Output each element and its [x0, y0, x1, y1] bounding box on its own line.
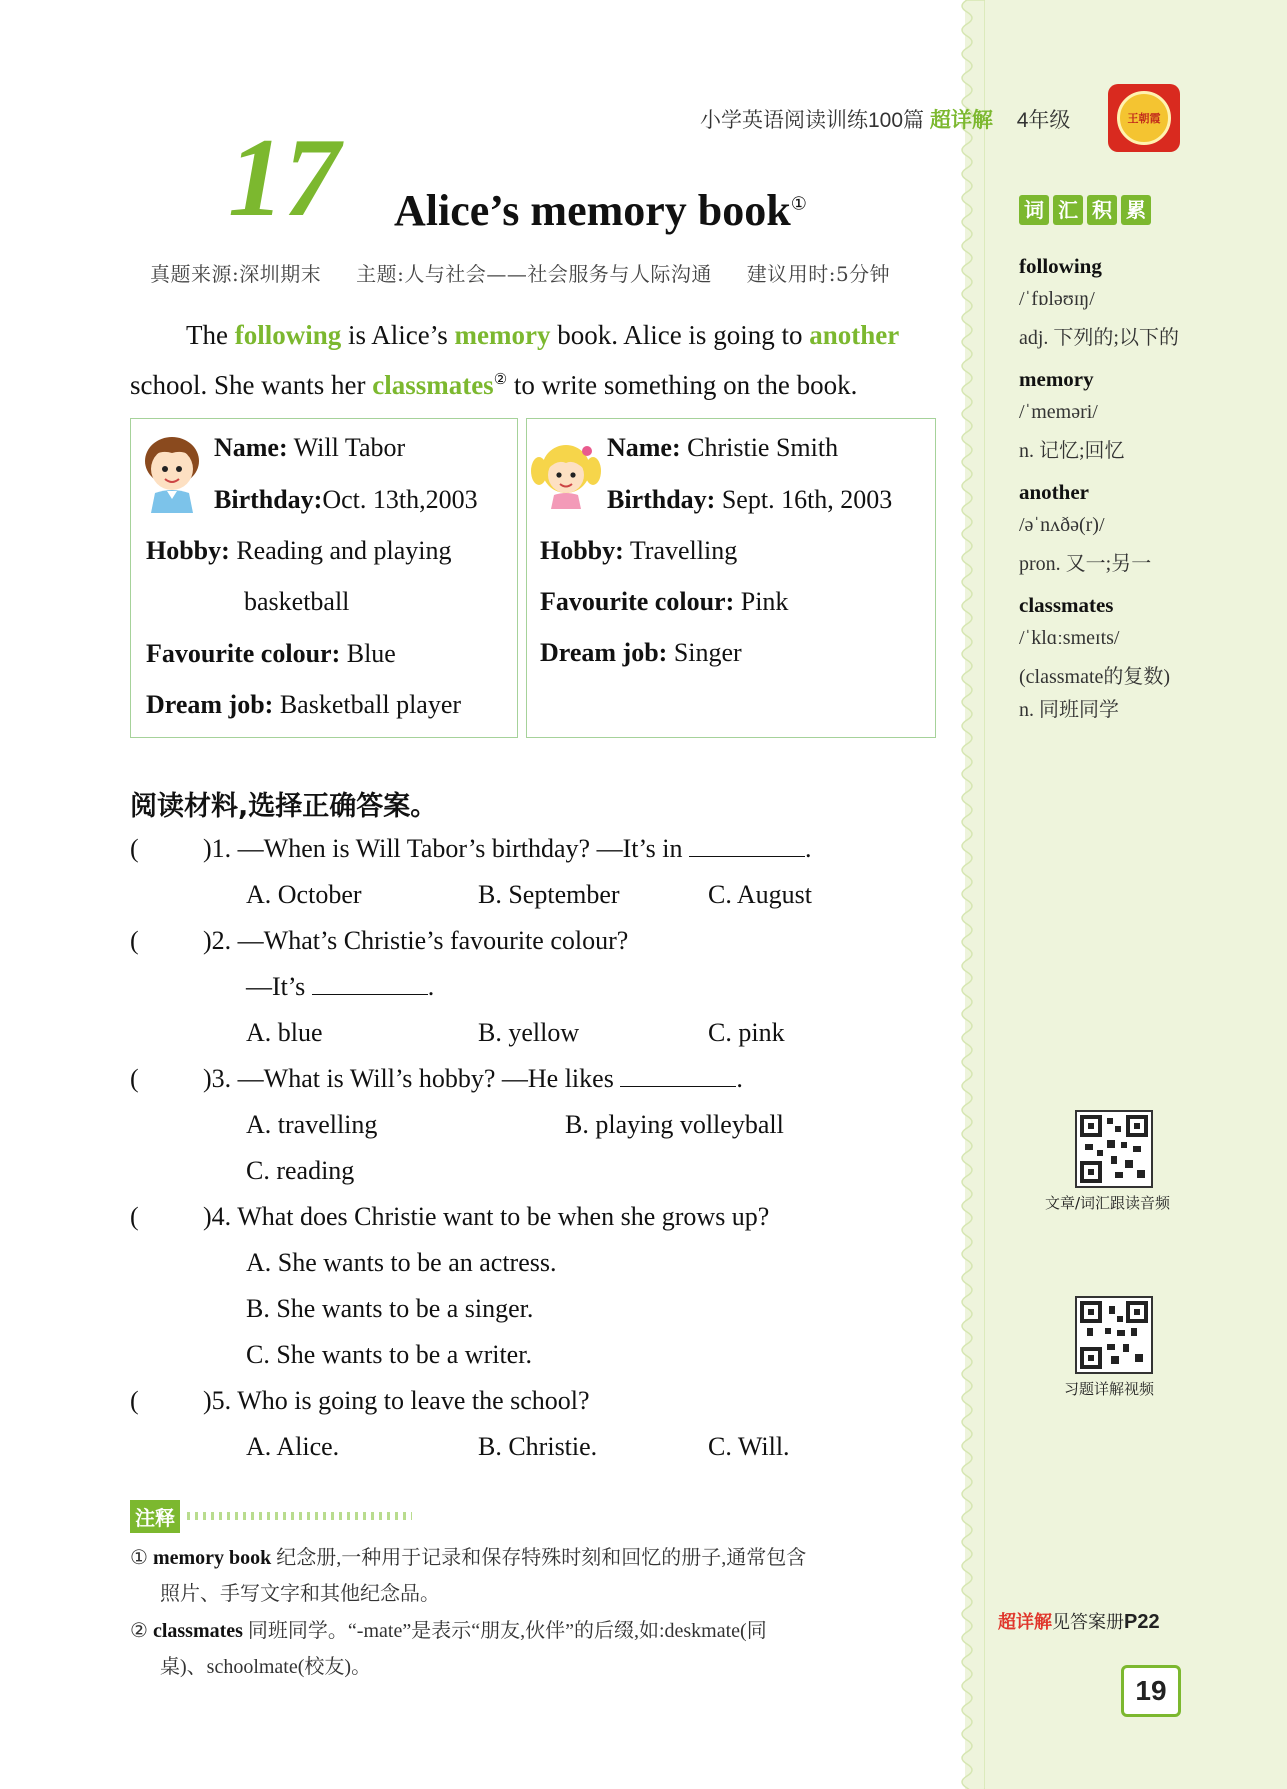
christie-name-row [607, 433, 838, 463]
book-title: 小学英语阅读训练100篇 [700, 109, 925, 132]
question-stem: )1. —When is Will Tabor’s birthday? —It’s in [203, 834, 690, 863]
book-header [700, 104, 1070, 134]
title-footnote-mark: ① [790, 193, 807, 214]
footnote-mark: ② [493, 372, 508, 388]
answer-blank[interactable] [689, 834, 805, 857]
notes-divider [187, 1512, 412, 1520]
meta-source: 真题来源:深圳期末 [150, 262, 322, 286]
grade-label: 4年级 [1016, 109, 1071, 132]
vocab-tag-char: 汇 [1053, 195, 1083, 225]
passage-line-2 [130, 370, 857, 401]
question-4: )4. What does Christie want to be when she grows up? [203, 1202, 770, 1231]
will-hobby-cont: basketball [244, 587, 350, 616]
q3-option-b[interactable]: B. playing volleyball [565, 1110, 784, 1139]
paren-q5[interactable]: ( [130, 1386, 139, 1415]
q2-option-c[interactable]: C. pink [708, 1018, 785, 1047]
qr-code-icon [1077, 1112, 1151, 1186]
qr-code-video[interactable] [1075, 1296, 1153, 1374]
q3-option-c[interactable]: C. reading [246, 1156, 355, 1185]
q4-option-c[interactable]: C. She wants to be a writer. [246, 1340, 532, 1369]
q1-option-c[interactable]: C. August [708, 880, 813, 909]
vocab-word-classmates: classmates [1019, 593, 1114, 617]
passage-text: The [186, 320, 235, 350]
field-label: Name: [607, 433, 681, 462]
note-term: classmates [152, 1620, 243, 1642]
paren-q4[interactable]: ( [130, 1202, 139, 1231]
page-number: 19 [1121, 1665, 1181, 1717]
qr-code-audio[interactable] [1075, 1110, 1153, 1188]
note-number: ② [130, 1620, 148, 1642]
will-colour: Blue [346, 639, 396, 668]
vocab-phonetic: /ˈmeməri/ [1019, 401, 1098, 423]
question-3 [203, 1064, 743, 1094]
will-birthday-row [214, 485, 478, 515]
note-2 [130, 1614, 767, 1643]
logo-text: 王朝霞 [1127, 113, 1161, 125]
christie-birthday-row [607, 485, 892, 515]
lesson-title-text: Alice’s memory book [394, 186, 791, 235]
card-will-tabor [130, 418, 518, 738]
question-1 [203, 834, 812, 864]
vocab-definition: adj. 下列的;以下的 [1019, 327, 1179, 349]
instruction: 阅读材料,选择正确答案。 [130, 791, 438, 822]
qr-video-label: 习题详解视频 [1064, 1380, 1155, 1398]
field-label: Name: [214, 433, 288, 462]
question-stem-end: . [427, 972, 435, 1001]
note-2-cont: 桌)、schoolmate(校友)。 [160, 1656, 372, 1678]
q2-option-a[interactable]: A. blue [246, 1018, 323, 1047]
christie-birthday: Sept. 16th, 2003 [721, 485, 893, 514]
boy-avatar-icon [137, 431, 207, 513]
vocab-definition-note: (classmate的复数) [1019, 666, 1171, 688]
vocab-phonetic: /əˈnʌðə(r)/ [1019, 514, 1105, 536]
q1-option-b[interactable]: B. September [478, 880, 620, 909]
passage-line-1 [186, 320, 899, 351]
meta-time: 建议用时:5分钟 [746, 262, 891, 286]
paren-q3[interactable]: ( [130, 1064, 139, 1093]
note-number: ① [130, 1547, 148, 1569]
lesson-title [394, 185, 807, 236]
vocab-definition: n. 记忆;回忆 [1019, 440, 1125, 462]
keyword-classmates: classmates [372, 370, 494, 400]
question-2: )2. —What’s Christie’s favourite colour? [203, 926, 629, 955]
qr-code-icon [1077, 1298, 1151, 1372]
will-hobby-row [146, 536, 452, 566]
paren-q2[interactable]: ( [130, 926, 139, 955]
answer-page: P22 [1124, 1611, 1160, 1633]
answer-text: 见答案册 [1052, 1612, 1124, 1633]
question-stem-end: . [736, 1064, 743, 1093]
field-label: Hobby: [146, 536, 230, 565]
answer-blank[interactable] [312, 972, 428, 995]
field-label: Favourite colour: [146, 639, 341, 668]
q5-option-b[interactable]: B. Christie. [478, 1432, 598, 1461]
christie-name: Christie Smith [687, 433, 839, 462]
will-hobby: Reading and playing [236, 536, 452, 565]
keyword-another: another [809, 320, 900, 350]
will-job: Basketball player [279, 690, 462, 719]
keyword-following: following [234, 320, 342, 350]
q5-option-a[interactable]: A. Alice. [246, 1432, 340, 1461]
christie-colour: Pink [740, 587, 789, 616]
field-label: Dream job: [146, 690, 274, 719]
passage-text: school. She wants her [130, 370, 373, 400]
q2-option-b[interactable]: B. yellow [478, 1018, 580, 1047]
will-name: Will Tabor [293, 433, 406, 462]
answer-blank[interactable] [620, 1064, 736, 1087]
question-stem: )3. —What is Will’s hobby? —He likes [203, 1064, 621, 1093]
meta-theme: 主题:人与社会——社会服务与人际沟通 [356, 262, 712, 286]
sidebar-wave-edge [955, 0, 985, 1789]
christie-hobby: Travelling [629, 536, 738, 565]
vocab-word-another: another [1019, 480, 1089, 504]
lesson-number: 17 [228, 116, 340, 240]
card-christie-smith [526, 418, 936, 738]
passage-text: book. Alice is going to [550, 320, 810, 350]
q3-option-a[interactable]: A. travelling [246, 1110, 378, 1139]
girl-avatar-icon [529, 439, 603, 509]
christie-colour-row [540, 587, 788, 617]
will-hobby-row-2 [244, 587, 349, 617]
will-colour-row [146, 639, 396, 669]
vocab-tag-char: 累 [1121, 195, 1151, 225]
keyword-memory: memory [454, 320, 551, 350]
passage-text: is Alice’s [341, 320, 455, 350]
lesson-meta [150, 258, 918, 287]
note-1 [130, 1541, 806, 1570]
question-5: )5. Who is going to leave the school? [203, 1386, 590, 1415]
vocab-phonetic: /ˈklɑːsmeɪts/ [1019, 627, 1120, 649]
will-name-row [214, 433, 405, 463]
will-birthday: Oct. 13th,2003 [322, 485, 478, 514]
will-job-row [146, 690, 461, 720]
vocab-word-memory: memory [1019, 367, 1094, 391]
field-label: Birthday: [607, 485, 716, 514]
q4-option-b[interactable]: B. She wants to be a singer. [246, 1294, 534, 1323]
question-stem: —It’s [246, 972, 312, 1001]
christie-job: Singer [673, 638, 742, 667]
paren-q1[interactable]: ( [130, 834, 139, 863]
q4-option-a[interactable]: A. She wants to be an actress. [246, 1248, 557, 1277]
note-1-cont: 照片、手写文字和其他纪念品。 [160, 1583, 440, 1605]
sidebar-panel [965, 0, 1287, 1789]
vocab-definition: pron. 又一;另一 [1019, 553, 1152, 575]
vocab-tag-char: 词 [1019, 195, 1049, 225]
note-text: 纪念册,一种用于记录和保存特殊时刻和回忆的册子,通常包含 [271, 1547, 807, 1569]
question-stem-end: . [805, 834, 812, 863]
book-highlight: 超详解 [929, 109, 993, 132]
publisher-logo [1108, 84, 1180, 152]
vocab-tag [1019, 195, 1151, 225]
notes-tag: 注释 [130, 1500, 180, 1533]
vocab-phonetic: /ˈfɒləʊɪŋ/ [1019, 288, 1095, 310]
logo-seal [1117, 91, 1171, 145]
vocab-definition: n. 同班同学 [1019, 699, 1119, 721]
answer-reference [998, 1608, 1160, 1634]
field-label: Hobby: [540, 536, 624, 565]
note-term: memory book [152, 1547, 272, 1569]
vocab-word-following: following [1019, 254, 1102, 278]
q1-option-a[interactable]: A. October [246, 880, 362, 909]
answer-highlight: 超详解 [998, 1612, 1052, 1633]
note-text: 同班同学。“-mate”是表示“朋友,伙伴”的后缀,如:deskmate(同 [242, 1620, 767, 1642]
field-label: Birthday: [214, 485, 323, 514]
christie-job-row [540, 638, 742, 668]
question-2-line-2 [246, 972, 434, 1002]
christie-hobby-row [540, 536, 737, 566]
passage-text: to write something on the book. [507, 370, 858, 400]
field-label: Favourite colour: [540, 587, 735, 616]
qr-audio-label: 文章/词汇跟读音频 [1045, 1194, 1171, 1212]
field-label: Dream job: [540, 638, 668, 667]
vocab-tag-char: 积 [1087, 195, 1117, 225]
q5-option-c[interactable]: C. Will. [708, 1432, 790, 1461]
